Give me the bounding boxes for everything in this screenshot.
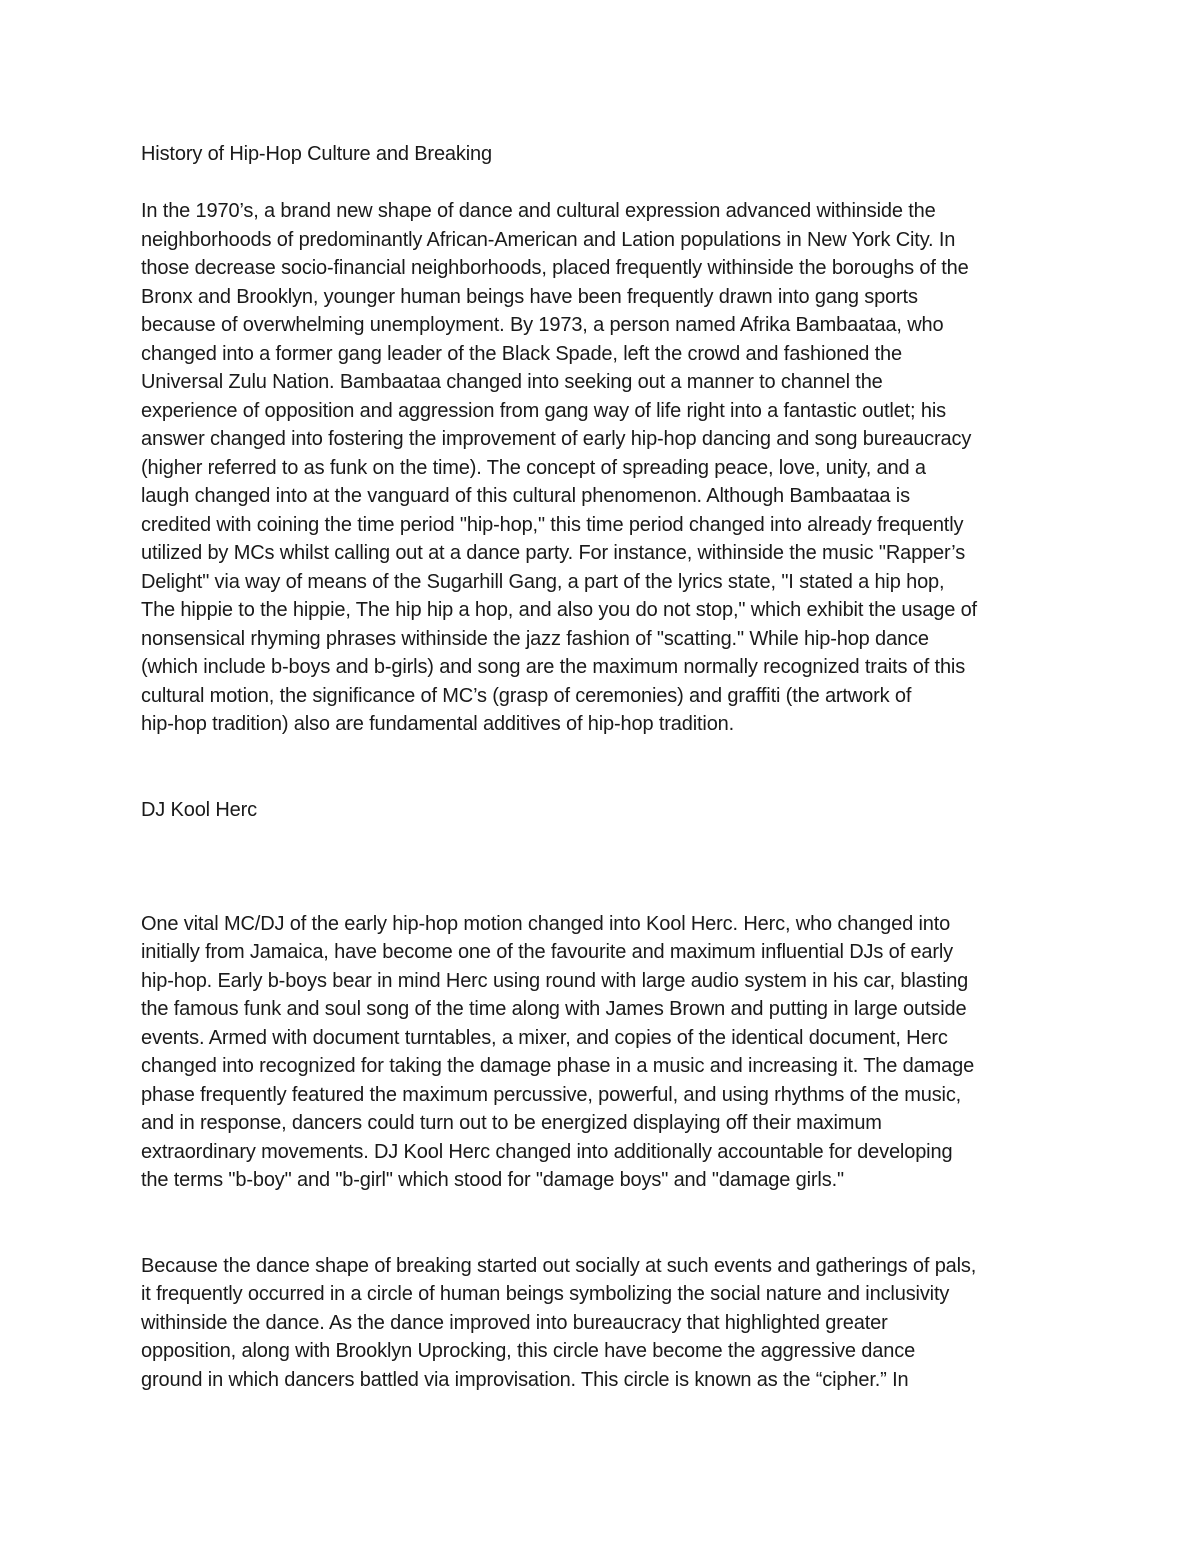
document-title: History of Hip-Hop Culture and Breaking [141,143,492,165]
paragraph-cipher: Because the dance shape of breaking started out socially at such events and gatherings of pals, it frequently occurred in a circle of human beings symbolizing the social nature and inclusivity withinside the dance. As the dance improved into bureaucracy that highlighted greater opposition, along with Brooklyn Uprocking, this circle have become the aggressive dance ground in which dancers battled via improvisation. This circle is known as the “cipher.” In [141,1254,977,1391]
section-heading-dj-kool-herc: DJ Kool Herc [141,798,258,821]
paragraph-history: In the 1970’s, a brand new shape of dance and cultural expression advanced withinside the neighborhoods of predominantly African-American and Lation populations in New York City. In those decrease socio-financial neighborhoods, placed frequently withinside the boroughs of the Bronx and Brooklyn, younger human beings have been frequently drawn into gang sports because of overwhelming unemployment. By 1973, a person named Afrika Bambaataa, who changed into a former gang leader of the Black Spade, left the crowd and fashioned the Universal Zulu Nation. Bambaataa changed into seeking out a manner to channel the experience of opposition and aggression from gang way of life right into a fantastic outlet; his answer changed into fostering the improvement of early hip-hop dancing and song bureaucracy (higher referred to as funk on the time). The concept of spreading peace, love, unity, and a laugh changed into at the vanguard of this cultural phenomenon. Although Bambaataa is credited with coining the time period "hip-hop," this time period changed into already frequently utilized by MCs whilst calling out at a dance party. For instance, withinside the music "Rapper’s Delight" via way of means of the Sugarhill Gang, a part of the lyrics state, "I stated a hip hop, The hippie to the hippie, The hip hip a hop, and also you do not stop," which exhibit the usage of nonsensical rhyming phrases withinside the jazz fashion of "scatting." While hip-hop dance (which include b-boys and b-girls) and song are the maximum normally recognized traits of this cultural motion, the significance of MC’s (grasp of ceremonies) and graffiti (the artwork of hip-hop tradition) also are fundamental additives of hip-hop tradition. [141,200,977,735]
paragraph-kool-herc: One vital MC/DJ of the early hip-hop motion changed into Kool Herc. Herc, who changed into initially from Jamaica, have become one of the favourite and maximum influential DJs of early hip-hop. Early b-boys bear in mind Herc using round with large audio system in his car, blasting the famous funk and soul song of the time along with James Brown and putting in large outside events. Armed with document turntables, a mixer, and copies of the identical document, Herc changed into recognized for taking the damage phase in a music and increasing it. The damage phase frequently featured the maximum percussive, powerful, and using rhythms of the music, and in response, dancers could turn out to be energized displaying off their maximum extraordinary movements. DJ Kool Herc changed into additionally accountable for developing the terms "b-boy" and "b-girl" which stood for "damage boys" and "damage girls." [141,912,975,1191]
document-body [141,140,1066,1394]
